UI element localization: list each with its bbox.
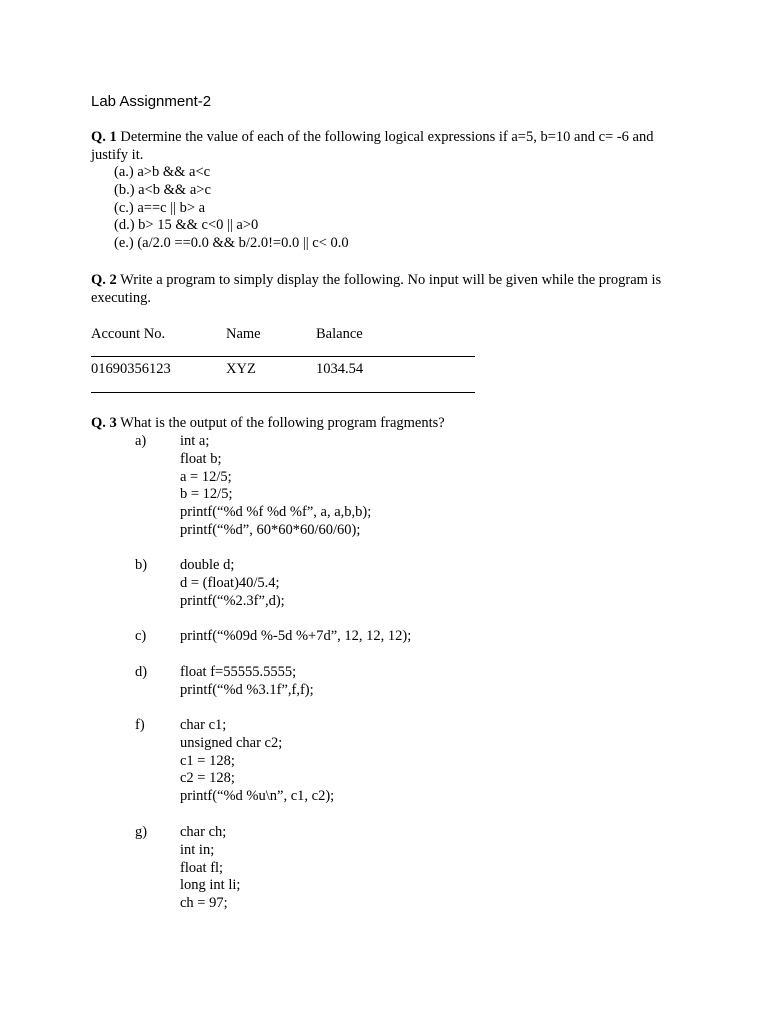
code-line: a = 12/5; [180, 468, 232, 485]
code-line: int a; [180, 433, 210, 449]
code-line: d = (float)40/5.4; [180, 574, 280, 591]
cell-name: XYZ [226, 361, 256, 377]
fragment-label: f) [135, 717, 145, 733]
code-line: int in; [180, 841, 215, 858]
fragment-label: b) [135, 557, 148, 573]
header-name: Name [226, 326, 261, 342]
page-title: Lab Assignment-2 [91, 93, 212, 110]
code-line: b = 12/5; [180, 486, 233, 503]
option-a: (a.) a>b && a<c [114, 164, 211, 180]
code-line: char c1; [180, 717, 227, 733]
fragment-label: c) [135, 628, 147, 644]
question-1-options [114, 164, 349, 253]
question-3 [91, 415, 681, 433]
header-balance: Balance [316, 326, 363, 342]
question-3-number: Q. 3 [91, 415, 117, 431]
code-block [180, 433, 371, 540]
question-1-number: Q. 1 [91, 129, 117, 145]
option-b: (b.) a<b && a>c [114, 181, 211, 198]
code-line: printf(“%09d %-5d %+7d”, 12, 12, 12); [180, 628, 412, 644]
question-1-text: Determine the value of each of the following logical expressions if a=5, b=10 and c= -6 and justify it. [91, 129, 654, 163]
code-line: double d; [180, 557, 235, 573]
fragment-label: a) [135, 433, 147, 449]
option-c: (c.) a==c || b> a [114, 199, 206, 216]
code-block [180, 717, 334, 806]
question-2-text: Write a program to simply display the following. No input will be given while the program is executing. [91, 272, 662, 306]
code-line: long int li; [180, 877, 241, 894]
code-block [180, 557, 285, 610]
code-line: c2 = 128; [180, 770, 235, 787]
code-line: printf(“%d %u\n”, c1, c2); [180, 788, 335, 805]
code-line: unsigned char c2; [180, 734, 283, 751]
code-line: float b; [180, 450, 222, 467]
code-line: printf(“%d %3.1f”,f,f); [180, 681, 314, 698]
code-line: ch = 97; [180, 895, 228, 912]
option-d: (d.) b> 15 && c<0 || a>0 [114, 217, 259, 234]
question-3-text: What is the output of the following program fragments? [116, 415, 445, 431]
cell-balance: 1034.54 [316, 361, 364, 377]
code-line: c1 = 128; [180, 752, 235, 769]
code-block [180, 628, 411, 646]
question-2-number: Q. 2 [91, 272, 117, 288]
question-1 [91, 129, 681, 164]
fragment-label: d) [135, 664, 148, 680]
code-line: printf(“%2.3f”,d); [180, 592, 285, 609]
option-e: (e.) (a/2.0 ==0.0 && b/2.0!=0.0 || c< 0.0 [114, 235, 349, 252]
code-block [180, 664, 314, 700]
code-line: float fl; [180, 859, 224, 876]
cell-account-no: 01690356123 [91, 361, 171, 377]
code-block [180, 824, 240, 913]
fragment-label: g) [135, 824, 148, 840]
table-divider-bottom [91, 392, 475, 393]
code-line: printf(“%d %f %d %f”, a, a,b,b); [180, 504, 372, 521]
code-line: printf(“%d”, 60*60*60/60/60); [180, 521, 361, 538]
code-line: float f=55555.5555; [180, 664, 297, 680]
table-divider-top [91, 356, 475, 357]
code-line: char ch; [180, 824, 227, 840]
question-2 [91, 272, 681, 307]
header-account-no: Account No. [91, 326, 166, 342]
